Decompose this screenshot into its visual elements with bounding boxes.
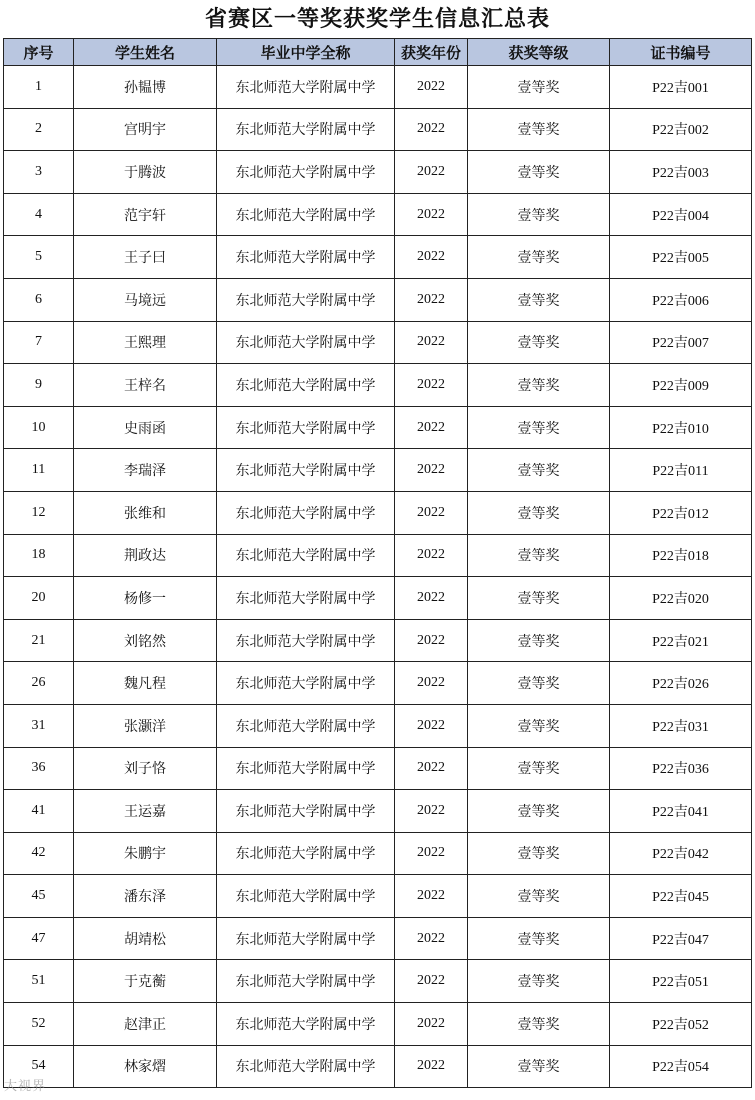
cell-award-level: 壹等奖 (468, 321, 610, 364)
table-row (4, 321, 752, 364)
cell-student-name: 于腾波 (74, 151, 217, 194)
cell-year: 2022 (395, 790, 468, 833)
column-header-number: 序号 (4, 39, 74, 66)
table-row (4, 619, 752, 662)
cell-award-level: 壹等奖 (468, 960, 610, 1003)
cell-student-name: 王运嘉 (74, 790, 217, 833)
cell-certificate-number: P22吉018 (610, 534, 752, 577)
cell-number: 2 (4, 108, 74, 151)
cell-year: 2022 (395, 321, 468, 364)
cell-student-name: 潘东泽 (74, 875, 217, 918)
cell-year: 2022 (395, 747, 468, 790)
table-row (4, 491, 752, 534)
cell-number: 11 (4, 449, 74, 492)
cell-year: 2022 (395, 449, 468, 492)
cell-student-name: 张维和 (74, 491, 217, 534)
cell-number: 47 (4, 917, 74, 960)
cell-school: 东北师范大学附属中学 (217, 278, 395, 321)
cell-school: 东北师范大学附属中学 (217, 704, 395, 747)
cell-student-name: 马境远 (74, 278, 217, 321)
cell-school: 东北师范大学附属中学 (217, 917, 395, 960)
cell-award-level: 壹等奖 (468, 704, 610, 747)
cell-school: 东北师范大学附属中学 (217, 1045, 395, 1088)
cell-certificate-number: P22吉010 (610, 406, 752, 449)
cell-school: 东北师范大学附属中学 (217, 747, 395, 790)
cell-school: 东北师范大学附属中学 (217, 790, 395, 833)
cell-school: 东北师范大学附属中学 (217, 364, 395, 407)
table-row (4, 747, 752, 790)
cell-number: 20 (4, 577, 74, 620)
cell-number: 54 (4, 1045, 74, 1088)
watermark: 大视界 (4, 1079, 47, 1094)
cell-school: 东北师范大学附属中学 (217, 66, 395, 109)
cell-year: 2022 (395, 236, 468, 279)
cell-certificate-number: P22吉006 (610, 278, 752, 321)
cell-award-level: 壹等奖 (468, 577, 610, 620)
cell-school: 东北师范大学附属中学 (217, 236, 395, 279)
cell-student-name: 于克蘅 (74, 960, 217, 1003)
cell-award-level: 壹等奖 (468, 662, 610, 705)
cell-student-name: 孙韫博 (74, 66, 217, 109)
cell-student-name: 李瑞泽 (74, 449, 217, 492)
table-row (4, 108, 752, 151)
cell-school: 东北师范大学附属中学 (217, 491, 395, 534)
table-body (4, 66, 752, 1088)
table-row (4, 577, 752, 620)
cell-certificate-number: P22吉031 (610, 704, 752, 747)
cell-student-name: 魏凡程 (74, 662, 217, 705)
cell-award-level: 壹等奖 (468, 364, 610, 407)
cell-number: 45 (4, 875, 74, 918)
cell-student-name: 刘铭然 (74, 619, 217, 662)
cell-school: 东北师范大学附属中学 (217, 406, 395, 449)
cell-number: 18 (4, 534, 74, 577)
cell-school: 东北师范大学附属中学 (217, 321, 395, 364)
cell-award-level: 壹等奖 (468, 1045, 610, 1088)
cell-award-level: 壹等奖 (468, 747, 610, 790)
cell-award-level: 壹等奖 (468, 449, 610, 492)
cell-award-level: 壹等奖 (468, 832, 610, 875)
cell-award-level: 壹等奖 (468, 406, 610, 449)
cell-certificate-number: P22吉045 (610, 875, 752, 918)
cell-year: 2022 (395, 917, 468, 960)
column-header-level: 获奖等级 (468, 39, 610, 66)
table-row (4, 151, 752, 194)
cell-student-name: 赵津正 (74, 1003, 217, 1046)
cell-school: 东北师范大学附属中学 (217, 960, 395, 1003)
cell-school: 东北师范大学附属中学 (217, 875, 395, 918)
cell-certificate-number: P22吉005 (610, 236, 752, 279)
table-header-row (4, 39, 752, 66)
cell-number: 9 (4, 364, 74, 407)
cell-number: 41 (4, 790, 74, 833)
cell-year: 2022 (395, 151, 468, 194)
cell-year: 2022 (395, 278, 468, 321)
table-row (4, 790, 752, 833)
cell-school: 东北师范大学附属中学 (217, 619, 395, 662)
cell-award-level: 壹等奖 (468, 236, 610, 279)
table-row (4, 278, 752, 321)
cell-award-level: 壹等奖 (468, 917, 610, 960)
cell-number: 51 (4, 960, 74, 1003)
table-row (4, 236, 752, 279)
cell-year: 2022 (395, 662, 468, 705)
cell-award-level: 壹等奖 (468, 1003, 610, 1046)
award-table (3, 38, 752, 1088)
table-row (4, 662, 752, 705)
cell-award-level: 壹等奖 (468, 193, 610, 236)
cell-number: 31 (4, 704, 74, 747)
table-row (4, 449, 752, 492)
table-row (4, 406, 752, 449)
table-row (4, 875, 752, 918)
cell-student-name: 张灏洋 (74, 704, 217, 747)
cell-certificate-number: P22吉020 (610, 577, 752, 620)
cell-certificate-number: P22吉002 (610, 108, 752, 151)
cell-school: 东北师范大学附属中学 (217, 193, 395, 236)
cell-award-level: 壹等奖 (468, 491, 610, 534)
cell-student-name: 荆政达 (74, 534, 217, 577)
table-row (4, 534, 752, 577)
cell-certificate-number: P22吉011 (610, 449, 752, 492)
column-header-school: 毕业中学全称 (217, 39, 395, 66)
column-header-name: 学生姓名 (74, 39, 217, 66)
table-row (4, 917, 752, 960)
cell-student-name: 宫明宇 (74, 108, 217, 151)
cell-certificate-number: P22吉003 (610, 151, 752, 194)
cell-year: 2022 (395, 619, 468, 662)
cell-student-name: 刘子恪 (74, 747, 217, 790)
cell-year: 2022 (395, 704, 468, 747)
table-row (4, 1003, 752, 1046)
cell-number: 36 (4, 747, 74, 790)
cell-number: 6 (4, 278, 74, 321)
cell-student-name: 林家熠 (74, 1045, 217, 1088)
cell-year: 2022 (395, 832, 468, 875)
cell-award-level: 壹等奖 (468, 108, 610, 151)
cell-number: 5 (4, 236, 74, 279)
cell-year: 2022 (395, 577, 468, 620)
cell-school: 东北师范大学附属中学 (217, 832, 395, 875)
cell-year: 2022 (395, 364, 468, 407)
cell-certificate-number: P22吉004 (610, 193, 752, 236)
cell-school: 东北师范大学附属中学 (217, 534, 395, 577)
table-row (4, 704, 752, 747)
cell-certificate-number: P22吉001 (610, 66, 752, 109)
cell-number: 7 (4, 321, 74, 364)
cell-student-name: 王子曰 (74, 236, 217, 279)
cell-school: 东北师范大学附属中学 (217, 108, 395, 151)
cell-school: 东北师范大学附属中学 (217, 449, 395, 492)
cell-certificate-number: P22吉042 (610, 832, 752, 875)
cell-number: 21 (4, 619, 74, 662)
table-row (4, 364, 752, 407)
cell-certificate-number: P22吉007 (610, 321, 752, 364)
cell-student-name: 王梓名 (74, 364, 217, 407)
cell-number: 1 (4, 66, 74, 109)
cell-certificate-number: P22吉051 (610, 960, 752, 1003)
cell-award-level: 壹等奖 (468, 875, 610, 918)
cell-certificate-number: P22吉036 (610, 747, 752, 790)
cell-award-level: 壹等奖 (468, 534, 610, 577)
column-header-year: 获奖年份 (395, 39, 468, 66)
column-header-cert: 证书编号 (610, 39, 752, 66)
cell-year: 2022 (395, 960, 468, 1003)
cell-school: 东北师范大学附属中学 (217, 1003, 395, 1046)
cell-certificate-number: P22吉041 (610, 790, 752, 833)
cell-year: 2022 (395, 193, 468, 236)
cell-award-level: 壹等奖 (468, 619, 610, 662)
cell-award-level: 壹等奖 (468, 66, 610, 109)
cell-certificate-number: P22吉009 (610, 364, 752, 407)
cell-number: 26 (4, 662, 74, 705)
cell-number: 4 (4, 193, 74, 236)
cell-number: 42 (4, 832, 74, 875)
cell-student-name: 范宇轩 (74, 193, 217, 236)
cell-year: 2022 (395, 66, 468, 109)
cell-certificate-number: P22吉012 (610, 491, 752, 534)
cell-year: 2022 (395, 108, 468, 151)
cell-year: 2022 (395, 1045, 468, 1088)
cell-student-name: 王熙理 (74, 321, 217, 364)
cell-year: 2022 (395, 406, 468, 449)
cell-number: 12 (4, 491, 74, 534)
cell-student-name: 朱鹏宇 (74, 832, 217, 875)
cell-year: 2022 (395, 875, 468, 918)
page-title: 省赛区一等奖获奖学生信息汇总表 (204, 7, 550, 32)
table-row (4, 1045, 752, 1088)
cell-student-name: 杨修一 (74, 577, 217, 620)
cell-school: 东北师范大学附属中学 (217, 151, 395, 194)
table-row (4, 66, 752, 109)
table-row (4, 832, 752, 875)
cell-award-level: 壹等奖 (468, 278, 610, 321)
cell-year: 2022 (395, 534, 468, 577)
cell-year: 2022 (395, 491, 468, 534)
cell-year: 2022 (395, 1003, 468, 1046)
cell-number: 52 (4, 1003, 74, 1046)
cell-certificate-number: P22吉026 (610, 662, 752, 705)
cell-award-level: 壹等奖 (468, 790, 610, 833)
cell-school: 东北师范大学附属中学 (217, 577, 395, 620)
table-row (4, 960, 752, 1003)
cell-school: 东北师范大学附属中学 (217, 662, 395, 705)
cell-award-level: 壹等奖 (468, 151, 610, 194)
cell-number: 10 (4, 406, 74, 449)
table-row (4, 193, 752, 236)
cell-certificate-number: P22吉021 (610, 619, 752, 662)
cell-number: 3 (4, 151, 74, 194)
cell-certificate-number: P22吉052 (610, 1003, 752, 1046)
cell-certificate-number: P22吉054 (610, 1045, 752, 1088)
cell-student-name: 胡靖松 (74, 917, 217, 960)
cell-certificate-number: P22吉047 (610, 917, 752, 960)
cell-student-name: 史雨函 (74, 406, 217, 449)
